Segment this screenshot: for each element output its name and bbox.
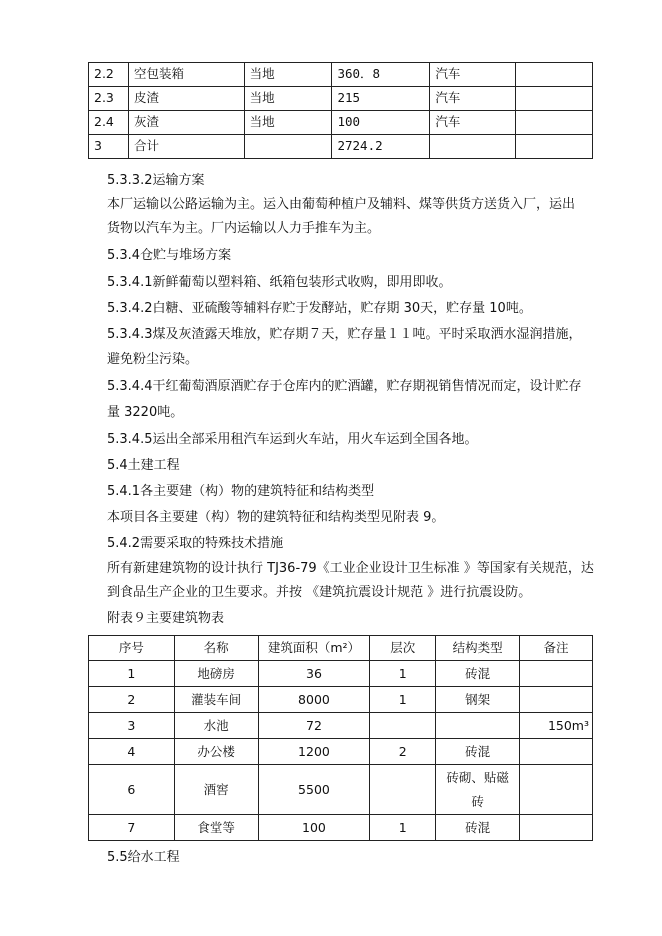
paragraph-5343-line2: 避免粉尘污染。 xyxy=(107,352,199,367)
cell-area: 36 xyxy=(258,661,370,687)
cell-name: 灌装车间 xyxy=(174,687,258,713)
paragraph-5342: 5.3.4.2白糖、亚硫酸等辅料存贮于发酵站，贮存期 30天，贮存量 10吨。 xyxy=(107,301,532,316)
cell-no: 1 xyxy=(89,661,175,687)
cell-no: 3 xyxy=(89,713,175,739)
cell-no: 4 xyxy=(89,739,175,765)
cell-origin: 当地 xyxy=(244,63,332,87)
header-note: 备注 xyxy=(520,636,593,661)
cell-name: 水池 xyxy=(174,713,258,739)
cell-floors: 2 xyxy=(370,739,436,765)
building-table xyxy=(88,635,593,841)
table-header-row xyxy=(89,636,593,661)
cell-name: 灰渣 xyxy=(128,111,244,135)
paragraph-541: 本项目各主要建（构）物的建筑特征和结构类型见附表 9。 xyxy=(107,510,445,525)
cell-floors: 1 xyxy=(370,815,436,841)
cell-origin: 当地 xyxy=(244,87,332,111)
cell-name: 合计 xyxy=(128,135,244,159)
cell-floors: 1 xyxy=(370,687,436,713)
table-row xyxy=(89,687,593,713)
cell-no: 7 xyxy=(89,815,175,841)
materials-table xyxy=(88,62,593,159)
cell-note xyxy=(516,63,593,87)
cell-area: 72 xyxy=(258,713,370,739)
cell-name: 办公楼 xyxy=(174,739,258,765)
cell-no: 2.4 xyxy=(89,111,129,135)
cell-amount: 215 xyxy=(332,87,430,111)
cell-no: 3 xyxy=(89,135,129,159)
cell-origin xyxy=(244,135,332,159)
table-row xyxy=(89,135,593,159)
table-row xyxy=(89,111,593,135)
cell-area: 1200 xyxy=(258,739,370,765)
cell-name: 地磅房 xyxy=(174,661,258,687)
heading-55: 5.5给水工程 xyxy=(107,850,180,865)
cell-origin: 当地 xyxy=(244,111,332,135)
table-row xyxy=(89,765,593,815)
heading-542: 5.4.2需要采取的特殊技术措施 xyxy=(107,536,284,551)
cell-floors xyxy=(370,765,436,815)
table-row xyxy=(89,815,593,841)
cell-note xyxy=(520,765,593,815)
cell-amount: 100 xyxy=(332,111,430,135)
table9-title: 附表９主要建筑物表 xyxy=(107,611,225,626)
cell-name: 食堂等 xyxy=(174,815,258,841)
header-no: 序号 xyxy=(89,636,175,661)
cell-note xyxy=(520,687,593,713)
paragraph-5332-line1: 本厂运输以公路运输为主。运入由葡萄种植户及辅料、煤等供货方送货入厂，运出 xyxy=(107,197,576,212)
cell-name: 空包装箱 xyxy=(128,63,244,87)
table-row xyxy=(89,713,593,739)
paragraph-5332-line2: 货物以汽车为主。厂内运输以人力手推车为主。 xyxy=(107,221,381,236)
cell-floors: 1 xyxy=(370,661,436,687)
heading-54: 5.4土建工程 xyxy=(107,458,180,473)
cell-note xyxy=(516,87,593,111)
paragraph-5344-line1: 5.3.4.4干红葡萄酒原酒贮存于仓库内的贮酒罐，贮存期视销售情况而定，设计贮存 xyxy=(107,379,582,394)
cell-name: 酒窖 xyxy=(174,765,258,815)
cell-structure: 砖混 xyxy=(436,739,520,765)
cell-note xyxy=(520,739,593,765)
cell-name: 皮渣 xyxy=(128,87,244,111)
heading-541: 5.4.1各主要建（构）物的建筑特征和结构类型 xyxy=(107,484,375,499)
paragraph-542-line2: 到食品生产企业的卫生要求。并按 《建筑抗震设计规范 》进行抗震设防。 xyxy=(107,585,532,600)
cell-structure: 砖砌、贴磁砖 xyxy=(436,765,520,815)
table-row xyxy=(89,87,593,111)
cell-note xyxy=(516,111,593,135)
cell-note: 150m³ xyxy=(520,713,593,739)
cell-transport: 汽车 xyxy=(430,87,516,111)
table-row xyxy=(89,739,593,765)
cell-transport: 汽车 xyxy=(430,63,516,87)
header-area: 建筑面积（m²） xyxy=(258,636,370,661)
cell-transport xyxy=(430,135,516,159)
cell-structure: 钢架 xyxy=(436,687,520,713)
cell-note xyxy=(520,661,593,687)
header-structure: 结构类型 xyxy=(436,636,520,661)
cell-area: 8000 xyxy=(258,687,370,713)
paragraph-5341: 5.3.4.1新鲜葡萄以塑料箱、纸箱包装形式收购，即用即收。 xyxy=(107,275,452,290)
cell-floors xyxy=(370,713,436,739)
table-row xyxy=(89,661,593,687)
cell-no: 6 xyxy=(89,765,175,815)
paragraph-5345: 5.3.4.5运出全部采用租汽车运到火车站，用火车运到全国各地。 xyxy=(107,432,478,447)
cell-no: 2 xyxy=(89,687,175,713)
cell-no: 2.2 xyxy=(89,63,129,87)
paragraph-5344-line2: 量 3220吨。 xyxy=(107,405,184,420)
cell-amount: 360．8 xyxy=(332,63,430,87)
cell-structure: 砖混 xyxy=(436,661,520,687)
cell-no: 2.3 xyxy=(89,87,129,111)
cell-structure: 砖混 xyxy=(436,815,520,841)
paragraph-5343-line1: 5.3.4.3煤及灰渣露天堆放，贮存期７天，贮存量１１吨。平时采取洒水湿润措施， xyxy=(107,327,582,342)
cell-amount: 2724.2 xyxy=(332,135,430,159)
header-floors: 层次 xyxy=(370,636,436,661)
paragraph-542-line1: 所有新建建筑物的设计执行 TJ36-79《工业企业设计卫生标准 》等国家有关规范，达 xyxy=(107,561,594,576)
cell-note xyxy=(516,135,593,159)
cell-note xyxy=(520,815,593,841)
cell-structure xyxy=(436,713,520,739)
cell-area: 5500 xyxy=(258,765,370,815)
header-name: 名称 xyxy=(174,636,258,661)
heading-534: 5.3.4仓贮与堆场方案 xyxy=(107,248,232,263)
cell-transport: 汽车 xyxy=(430,111,516,135)
table-row xyxy=(89,63,593,87)
cell-area: 100 xyxy=(258,815,370,841)
heading-5332: 5.3.3.2运输方案 xyxy=(107,173,205,188)
